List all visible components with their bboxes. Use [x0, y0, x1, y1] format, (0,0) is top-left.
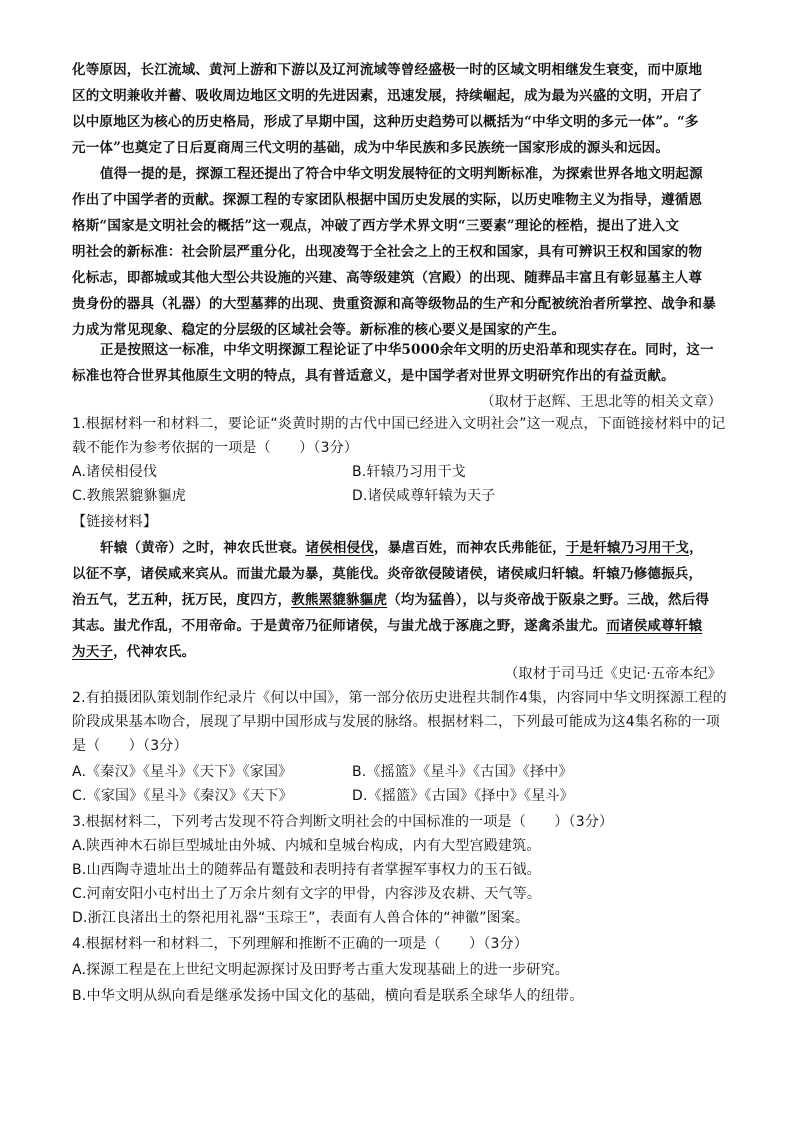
question-stem: 1.根据材料一和材料二，要论证“炎黄时期的古代中国已经进入文明社会”这一观点，下面链接材料中的记	[72, 416, 726, 432]
text-line: 作出了中国学者的贡献。探源工程的专家团队根据中国历史发展的实际，以历史唯物主义为指导，遵循恩	[72, 192, 703, 208]
option-b[interactable]: B.轩辕乃习用干戈	[352, 464, 466, 480]
text-line: 化等原因，长江流域、黄河上游和下游以及辽河流域等曾经盛极一时的区域文明相继发生衰变，而中原地	[72, 62, 703, 78]
text-line: 明社会的新标准：社会阶层严重分化，出现凌驾于全社会之上的王权和国家，具有可辨识王权和国家的物	[72, 244, 703, 260]
linked-material-heading: 【链接材料】	[72, 514, 158, 530]
text-line	[100, 538, 703, 558]
question-stem: 是（ ）（3分）	[72, 738, 188, 754]
option-c[interactable]: C.河南安阳小屯村出土了万余片刻有文字的甲骨，内容涉及农耕、天气等。	[72, 886, 542, 902]
source-line: （取材于司马迁《史记·五帝本纪》	[504, 666, 722, 682]
option-b[interactable]: B.《摇篮》《星斗》《古国》《择中》	[352, 764, 573, 780]
question-stem: 阶段成果基本吻合，展现了早期中国形成与发展的脉络。根据材料二，下列最可能成为这4集名称的一项	[72, 714, 721, 730]
option-a[interactable]: A.陕西神木石峁巨型城址由外城、内城和皇城台构成，内有大型宫殿建筑。	[72, 838, 541, 854]
underlined-phrase: 教熊罴貔貅貙虎	[291, 592, 388, 608]
text-run: ，暴虐百姓，而神农氏弗能征，	[374, 540, 566, 556]
text-line: 贵身份的器具（礼器）的大型墓葬的出现、贵重资源和高等级物品的生产和分配被统治者所掌控、战争和暴	[72, 296, 716, 312]
option-c[interactable]: C.教熊罴貔貅貙虎	[72, 488, 187, 504]
option-c[interactable]: C.《家国》《星斗》《秦汉》《天下》	[72, 788, 293, 804]
text-line: 正是按照这一标准，中华文明探源工程论证了中华5000余年文明的历史沿革和现实存在。同时，这一	[100, 342, 714, 358]
question-stem: 载不能作为参考依据的一项是（ ）（3分）	[72, 440, 359, 456]
option-d[interactable]: D.诸侯咸尊轩辕为天子	[352, 488, 496, 504]
text-line: 以征不享，诸侯咸来宾从。而蚩尤最为暴，莫能伐。炎帝欲侵陵诸侯，诸侯咸归轩辕。轩辕乃修德振兵，	[72, 566, 703, 582]
underlined-phrase: 而诸侯咸尊轩辕	[606, 618, 703, 634]
text-line: 区的文明兼收并蓄、吸收周边地区文明的先进因素，迅速发展，持续崛起，成为最为兴盛的文明，开启了	[72, 88, 703, 104]
option-d[interactable]: D.浙江良渚出土的祭祀用礼器“玉琮王”，表面有人兽合体的“神徽”图案。	[72, 910, 530, 926]
question-stem: 2.有拍摄团队策划制作纪录片《何以中国》，第一部分依历史进程共制作4集，内容同中华文明探源工程的	[72, 690, 727, 706]
text-run: 轩辕（黄帝）之时，神农氏世衰。	[100, 540, 306, 556]
text-run: 其志。蚩尤作乱，不用帝命。于是黄帝乃征师诸侯，与蚩尤战于涿鹿之野，遂禽杀蚩尤。	[72, 618, 607, 634]
question-stem: 3.根据材料二，下列考古发现不符合判断文明社会的中国标准的一项是（ ）（3分）	[72, 814, 614, 830]
text-line	[72, 642, 195, 662]
text-line: 化标志，即都城或其他大型公共设施的兴建、高等级建筑（宫殿）的出现、随葬品丰富且有彰显墓主人尊	[72, 270, 703, 286]
option-b[interactable]: B.山西陶寺遗址出土的随葬品有鼍鼓和表明持有者掌握军事权力的玉石钺。	[72, 862, 541, 878]
text-run: 治五气，艺五种，抚万民，度四方，	[72, 592, 292, 608]
text-line: 标准也符合世界其他原生文明的特点，具有普适意义，是中国学者对世界文明研究作出的有益贡献。	[72, 368, 675, 384]
option-a[interactable]: A.《秦汉》《星斗》《天下》《家国》	[72, 764, 293, 780]
text-line: 元一体”也奠定了日后夏商周三代文明的基础，成为中华民族和多民族统一国家形成的源头和远因。	[72, 140, 670, 156]
text-run: （均为猛兽），以与炎帝战于阪泉之野。三战，然后得	[387, 592, 710, 608]
option-a[interactable]: A.诸侯相侵伐	[72, 464, 158, 480]
question-stem: 4.根据材料一和材料二，下列理解和推断不正确的一项是（ ）（3分）	[72, 936, 529, 952]
underlined-phrase: 于是轩辕乃习用干戈	[565, 540, 690, 556]
text-line	[72, 616, 702, 636]
option-a[interactable]: A.探源工程是在上世纪文明起源探讨及田野考古重大发现基础上的进一步研究。	[72, 962, 569, 978]
option-d[interactable]: D.《摇篮》《古国》《择中》《星斗》	[352, 788, 574, 804]
text-line: 力成为常见现象、稳定的分层级的区域社会等。新标准的核心要义是国家的产生。	[72, 322, 566, 338]
text-run: ，代神农氏。	[113, 644, 196, 660]
text-line	[72, 590, 709, 610]
text-run: ，	[689, 540, 703, 556]
text-line: 值得一提的是，探源工程还提出了符合中华文明发展特征的文明判断标准，为探索世界各地文明起源	[100, 166, 703, 182]
underlined-phrase: 诸侯相侵伐	[305, 540, 374, 556]
text-line: 格斯“国家是文明社会的概括”这一观点，冲破了西方学术界文明“三要素”理论的桎梏，提出了进入文	[72, 218, 680, 234]
text-line: 以中原地区为核心的历史格局，形成了早期中国，这种历史趋势可以概括为“中华文明的多元一体”。“多	[72, 114, 699, 130]
source-line: （取材于赵辉、王思北等的相关文章）	[480, 394, 722, 410]
underlined-phrase: 为天子	[72, 644, 114, 660]
option-b[interactable]: B.中华文明从纵向看是继承发扬中国文化的基础，横向看是联系全球华人的纽带。	[72, 988, 584, 1004]
